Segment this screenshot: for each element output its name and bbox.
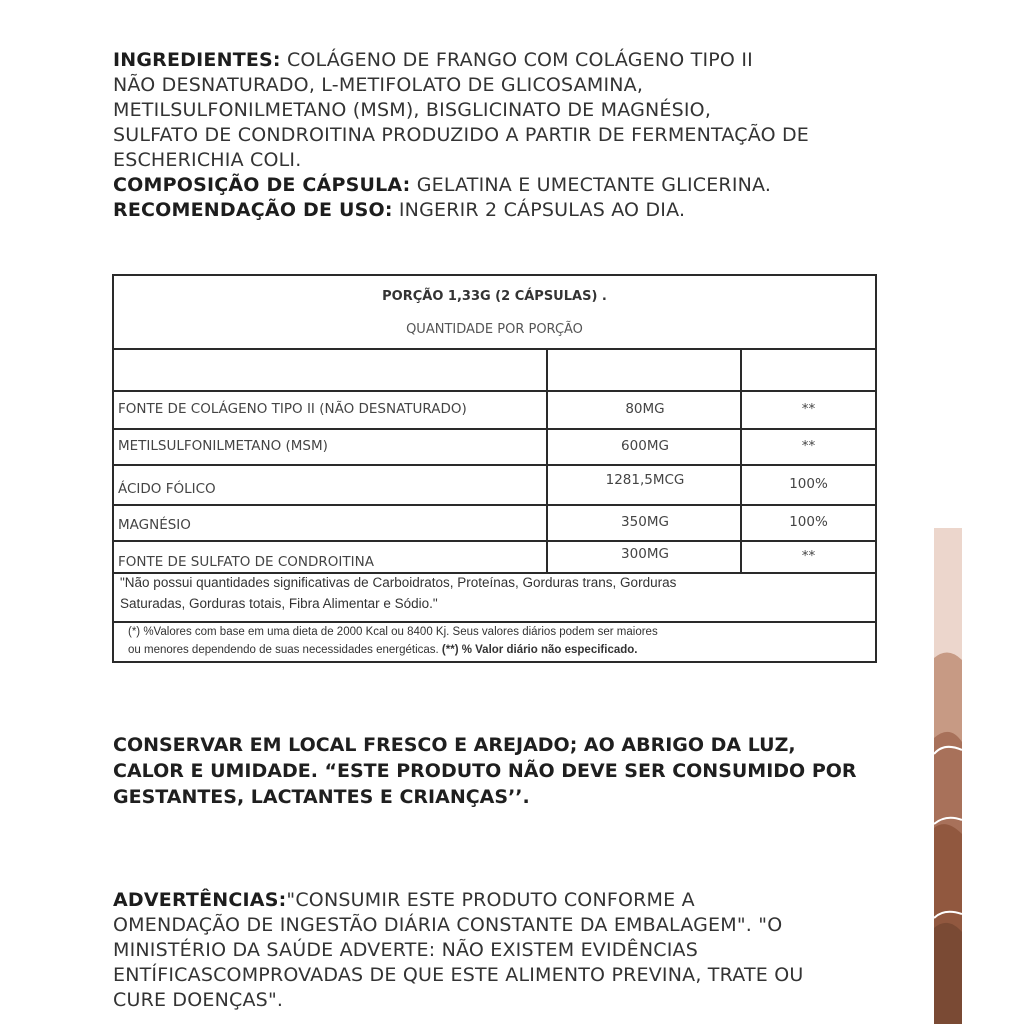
ingredients-line-4: SULFATO DE CONDROITINA PRODUZIDO A PARTIR DE FERMENTAÇÃO DE: [113, 124, 810, 146]
nutrient-amount: 600MG: [546, 428, 742, 464]
nutrient-name: MAGNÉSIO: [118, 517, 191, 533]
usage-recommendation: RECOMENDAÇÃO DE USO: INGERIR 2 CÁPSULAS AO DIA.: [113, 199, 686, 221]
insignificant-quantities-note: "Não possui quantidades significativas de Carboidratos, Proteínas, Gorduras trans, Gorduras Saturadas, Gorduras totais, Fibra Alimentar e Sódio.": [120, 575, 677, 611]
table-row: [114, 464, 875, 506]
nutrient-daily-value: **: [740, 428, 875, 464]
nutrient-amount: 350MG: [546, 504, 742, 540]
ingredients-section: [113, 48, 883, 223]
decorative-color-strip: [934, 528, 962, 1024]
ingredients-line-1: INGREDIENTES: COLÁGENO DE FRANGO COM COLÁGENO TIPO II: [113, 49, 753, 71]
nutrient-daily-value: 100%: [740, 504, 875, 540]
ingredients-label: INGREDIENTES:: [113, 49, 281, 71]
table-row: [114, 540, 875, 574]
table-row: [114, 428, 875, 466]
daily-value-footnote: (*) %Valores com base em uma dieta de 2000 Kcal ou 8400 Kj. Seus valores diários podem ser maiores ou menores dependendo de suas necessidades energéticas. (**) % Valor diário não especificado.: [128, 626, 658, 656]
capsule-composition: COMPOSIÇÃO DE CÁPSULA: GELATINA E UMECTANTE GLICERINA.: [113, 174, 772, 196]
table-row: [114, 504, 875, 542]
quantity-per-serving: QUANTIDADE POR PORÇÃO: [406, 322, 583, 337]
usage-label: RECOMENDAÇÃO DE USO:: [113, 199, 393, 221]
nutrient-name: FONTE DE SULFATO DE CONDROITINA: [118, 554, 374, 570]
nutrient-name: METILSULFONILMETANO (MSM): [118, 438, 328, 454]
table-row: [114, 390, 875, 430]
nutrition-table: [112, 274, 877, 663]
table-header: [114, 276, 875, 350]
nutrient-daily-value: 100%: [740, 464, 875, 504]
nutrient-name: FONTE DE COLÁGENO TIPO II (NÃO DESNATURADO): [118, 401, 467, 417]
ingredients-line-2: NÃO DESNATURADO, L-METIFOLATO DE GLICOSAMINA,: [113, 74, 644, 96]
serving-size: PORÇÃO 1,33G (2 CÁPSULAS) .: [382, 289, 607, 304]
warnings-label: ADVERTÊNCIAS:: [113, 889, 287, 911]
capsule-label: COMPOSIÇÃO DE CÁPSULA:: [113, 174, 411, 196]
nutrient-amount: 1281,5MCG: [546, 464, 742, 504]
nutrient-name: ÁCIDO FÓLICO: [118, 481, 216, 497]
storage-instructions: CONSERVAR EM LOCAL FRESCO E AREJADO; AO ABRIGO DA LUZ, CALOR E UMIDADE. “ESTE PRODUTO NÃO DEVE SER CONSUMIDO POR GESTANTES, LACTANTES E CRIANÇAS’’.: [113, 734, 857, 808]
nutrient-amount: 300MG: [546, 540, 742, 572]
decorative-waves-graphic: [934, 528, 962, 1024]
ingredients-line-3: METILSULFONILMETANO (MSM), BISGLICINATO DE MAGNÉSIO,: [113, 99, 712, 121]
nutrient-daily-value: **: [740, 390, 875, 428]
warnings-section: ADVERTÊNCIAS:"CONSUMIR ESTE PRODUTO CONFORME A OMENDAÇÃO DE INGESTÃO DIÁRIA CONSTANTE DA EMBALAGEM". "O MINISTÉRIO DA SAÚDE ADVERTE: NÃO EXISTEM EVIDÊNCIAS ENTÍFICASCOMPROVADAS DE QUE ESTE ALIMENTO PREVINA, TRATE OU CURE DOENÇAS".: [113, 889, 804, 1011]
nutrient-daily-value: **: [740, 540, 875, 572]
table-row-blank: [114, 348, 875, 392]
nutrient-amount: 80MG: [546, 390, 742, 428]
ingredients-line-5: ESCHERICHIA COLI.: [113, 149, 302, 171]
